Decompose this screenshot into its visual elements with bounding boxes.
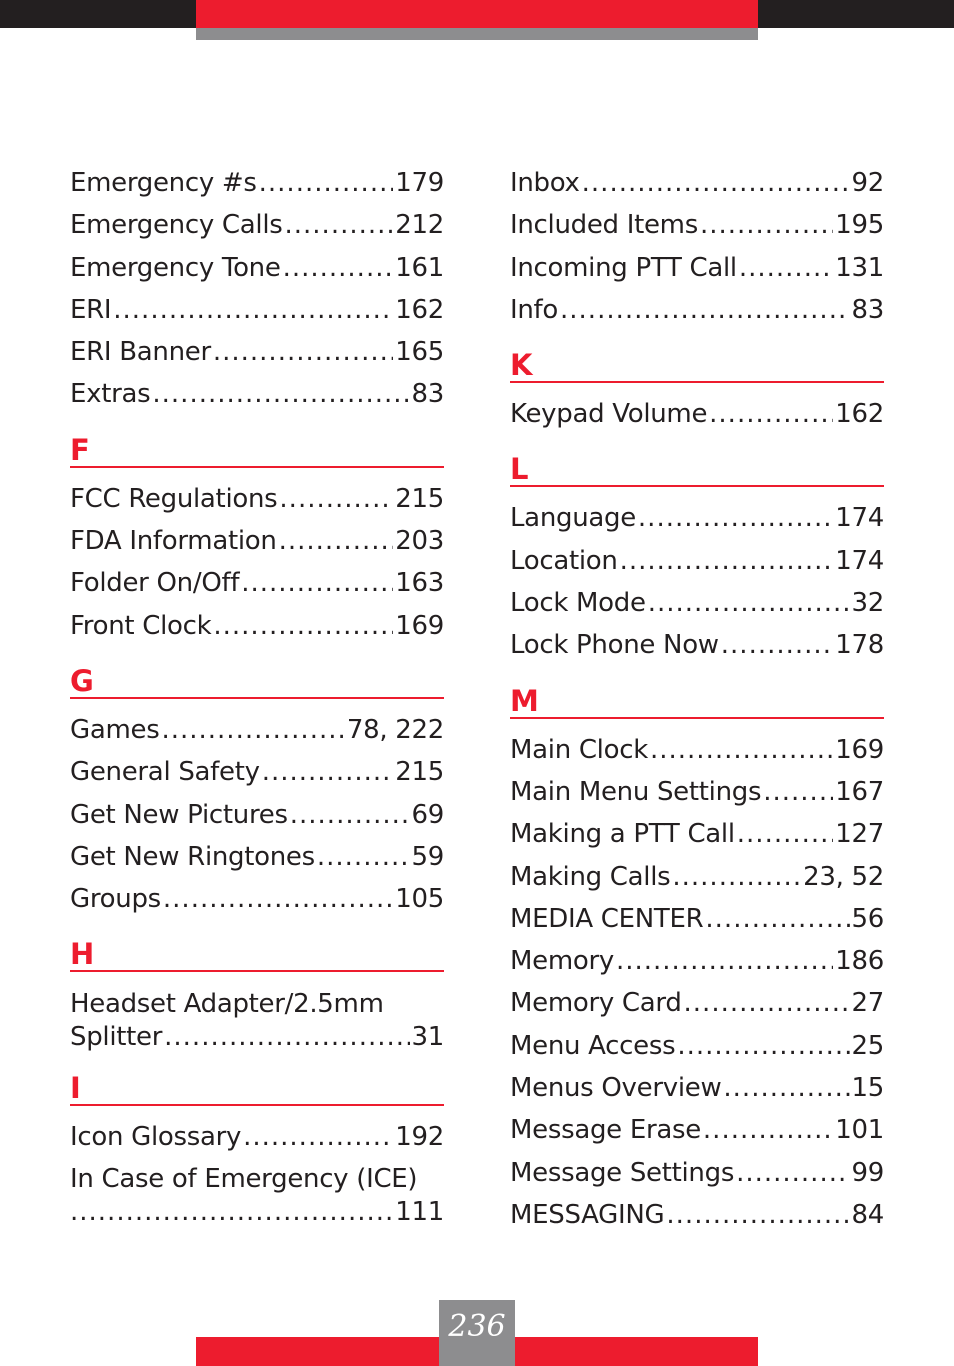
index-entry: [70, 751, 444, 793]
index-entry: [70, 331, 444, 373]
index-entry: [510, 1067, 884, 1109]
entry-term: Keypad Volume: [510, 399, 708, 430]
entry-term: Emergency Calls: [70, 210, 283, 241]
entry-group-k: [510, 393, 884, 435]
index-column-left: [70, 162, 444, 1229]
entry-term: Info: [510, 294, 559, 325]
index-entry: [510, 582, 884, 624]
index-entry: [510, 898, 884, 940]
index-entry: [510, 856, 884, 898]
entry-page: 215: [395, 757, 444, 788]
index-entry: [70, 709, 444, 751]
leader-dots: [290, 794, 410, 836]
leader-dots: [279, 478, 393, 520]
entry-group-m: [510, 729, 884, 1237]
leader-dots: [721, 624, 833, 666]
entry-group-i: [510, 162, 884, 331]
leader-dots: [684, 982, 850, 1024]
leader-dots: [243, 1116, 393, 1158]
index-entry: [70, 878, 444, 920]
leader-dots: [560, 289, 850, 331]
entry-page: 15: [851, 1073, 884, 1104]
index-entry: [70, 478, 444, 520]
leader-dots: [285, 204, 394, 246]
section-letter-m: M: [510, 681, 884, 719]
entry-page: 83: [851, 294, 884, 325]
entry-page: 78, 222: [346, 714, 444, 745]
entry-term: Menus Overview: [510, 1073, 722, 1104]
index-entry: [510, 540, 884, 582]
entry-term: MEDIA CENTER: [510, 903, 704, 934]
entry-term: Lock Mode: [510, 588, 646, 619]
index-entry: [510, 624, 884, 666]
entry-page: 101: [835, 1115, 884, 1146]
top-accent-bar: [196, 0, 758, 28]
entry-term: Get New Ringtones: [70, 841, 315, 872]
entry-term: Front Clock: [70, 610, 212, 641]
index-entry: [510, 162, 884, 204]
section-letter-l: L: [510, 449, 884, 487]
entry-term: ERI: [70, 294, 112, 325]
entry-page: 127: [835, 819, 884, 850]
entry-term: Language: [510, 503, 636, 534]
index-entry: [70, 204, 444, 246]
leader-dots: [736, 1152, 849, 1194]
section-letter-h: H: [70, 934, 444, 972]
index-entry: [70, 162, 444, 204]
leader-dots: [763, 771, 833, 813]
index-entry: [70, 247, 444, 289]
leader-dots: [620, 540, 834, 582]
leader-dots: [213, 605, 393, 647]
leader-dots: [113, 289, 393, 331]
leader-dots: [700, 204, 833, 246]
index-entry: [70, 520, 444, 562]
entry-page: 178: [835, 630, 884, 661]
entry-term: MESSAGING: [510, 1199, 665, 1230]
entry-term: FCC Regulations: [70, 483, 278, 514]
index-entry: [510, 940, 884, 982]
section-letter-i: I: [70, 1068, 444, 1106]
index-entry-ice: [70, 1159, 444, 1229]
leader-dots: [677, 1025, 849, 1067]
entry-page: 27: [851, 988, 884, 1019]
entry-page: 169: [395, 610, 444, 641]
index-entry: [510, 497, 884, 539]
entry-term: General Safety: [70, 757, 260, 788]
leader-dots: [283, 247, 394, 289]
leader-dots: [616, 940, 833, 982]
entry-term: Lock Phone Now: [510, 630, 719, 661]
entry-term: Inbox: [510, 168, 580, 198]
entry-page: 174: [835, 503, 884, 534]
leader-dots: [723, 1067, 849, 1109]
entry-page: 23, 52: [803, 861, 884, 892]
index-entry: [510, 393, 884, 435]
index-entry: [510, 204, 884, 246]
leader-dots: [666, 1194, 849, 1236]
entry-page: 131: [835, 252, 884, 283]
entry-group-g: [70, 709, 444, 920]
index-entry: [510, 1109, 884, 1151]
entry-page: 105: [395, 884, 444, 915]
leader-dots: [161, 709, 344, 751]
entry-term: Incoming PTT Call: [510, 252, 737, 283]
entry-term: Icon Glossary: [70, 1122, 242, 1153]
entry-term: FDA Information: [70, 526, 277, 557]
entry-term: Main Menu Settings: [510, 776, 762, 807]
entry-page: 56: [851, 903, 884, 934]
leader-dots: [650, 729, 833, 771]
entry-term: Emergency #s: [70, 168, 257, 198]
entry-page: 186: [835, 946, 884, 977]
entry-page: 83: [411, 379, 444, 410]
index-entry: [510, 771, 884, 813]
entry-page: 195: [835, 210, 884, 241]
index-entry: [510, 813, 884, 855]
entry-page: 84: [851, 1199, 884, 1230]
index-entry: [510, 1194, 884, 1236]
entry-page: 167: [835, 776, 884, 807]
entry-page: 25: [851, 1030, 884, 1061]
leader-dots: [241, 562, 393, 604]
leader-dots: [259, 162, 394, 204]
entry-term: Menu Access: [510, 1030, 676, 1061]
index-column-right: [510, 162, 884, 1236]
entry-term: ERI Banner: [70, 337, 211, 368]
entry-page: 165: [395, 337, 444, 368]
entry-page: 162: [395, 294, 444, 325]
entry-term: Emergency Tone: [70, 252, 281, 283]
entry-group-l: [510, 497, 884, 666]
index-entry: [70, 605, 444, 647]
entry-page: 192: [395, 1122, 444, 1153]
entry-term: Get New Pictures: [70, 799, 288, 830]
entry-group-e: [70, 162, 444, 416]
leader-dots: [152, 373, 409, 415]
leader-dots: [164, 1021, 409, 1054]
entry-page: 215: [395, 483, 444, 514]
leader-dots: [703, 1109, 833, 1151]
leader-dots: [317, 836, 410, 878]
index-entry: [70, 373, 444, 415]
page-number: 236: [439, 1300, 515, 1366]
entry-term: Message Erase: [510, 1115, 701, 1146]
leader-dots: [709, 393, 833, 435]
entry-term: Main Clock: [510, 734, 648, 765]
section-letter-f: F: [70, 430, 444, 468]
leader-dots: [279, 520, 394, 562]
entry-term: In Case of Emergency (ICE): [70, 1163, 418, 1194]
index-entry: [70, 794, 444, 836]
entry-page: 174: [835, 545, 884, 576]
entry-term: Extras: [70, 379, 151, 410]
leader-dots: [638, 497, 833, 539]
leader-dots: [739, 247, 833, 289]
entry-page: 69: [411, 799, 444, 830]
index-entry: [510, 982, 884, 1024]
entry-page: 163: [395, 568, 444, 599]
leader-dots: [163, 878, 393, 920]
index-entry: [70, 562, 444, 604]
entry-term: Location: [510, 545, 618, 576]
leader-dots: [213, 331, 393, 373]
entry-term: Groups: [70, 884, 161, 915]
index-entry: [510, 289, 884, 331]
index-entry-headset-adapter: [70, 982, 444, 1054]
entry-page: 169: [835, 734, 884, 765]
leader-dots: [262, 751, 394, 793]
top-gray-strip: [196, 28, 758, 40]
index-entry: [70, 836, 444, 878]
entry-page: 31: [411, 1022, 444, 1053]
section-letter-g: G: [70, 661, 444, 699]
index-entry: [70, 289, 444, 331]
leader-dots: [582, 162, 850, 204]
entry-term: Included Items: [510, 210, 698, 241]
entry-page: 179: [395, 168, 444, 198]
leader-dots: [705, 898, 849, 940]
index-entry: [510, 247, 884, 289]
entry-term-continued: Splitter: [70, 1022, 163, 1053]
entry-term: Folder On/Off: [70, 568, 240, 599]
entry-term: Memory Card: [510, 988, 682, 1019]
entry-page: 99: [851, 1157, 884, 1188]
leader-dots: [737, 813, 833, 855]
entry-term: Memory: [510, 946, 614, 977]
entry-page: 212: [395, 210, 444, 241]
index-entry-icon-glossary: [70, 1116, 444, 1158]
entry-term: Games: [70, 714, 160, 745]
leader-dots: [70, 1196, 393, 1229]
entry-page: 162: [835, 399, 884, 430]
index-entry: [510, 1025, 884, 1067]
entry-page: 32: [851, 588, 884, 619]
section-letter-k: K: [510, 345, 884, 383]
entry-term: Making a PTT Call: [510, 819, 735, 850]
leader-dots: [672, 856, 801, 898]
entry-term: Message Settings: [510, 1157, 735, 1188]
entry-group-f: [70, 478, 444, 647]
entry-page: 92: [851, 168, 884, 198]
index-entry: [510, 1152, 884, 1194]
entry-page: 111: [395, 1196, 444, 1227]
index-entry: [510, 729, 884, 771]
entry-term: Making Calls: [510, 861, 671, 892]
leader-dots: [648, 582, 850, 624]
entry-page: 161: [395, 252, 444, 283]
entry-page: 203: [395, 526, 444, 557]
entry-term: Headset Adapter/2.5mm: [70, 989, 384, 1020]
entry-page: 59: [411, 841, 444, 872]
